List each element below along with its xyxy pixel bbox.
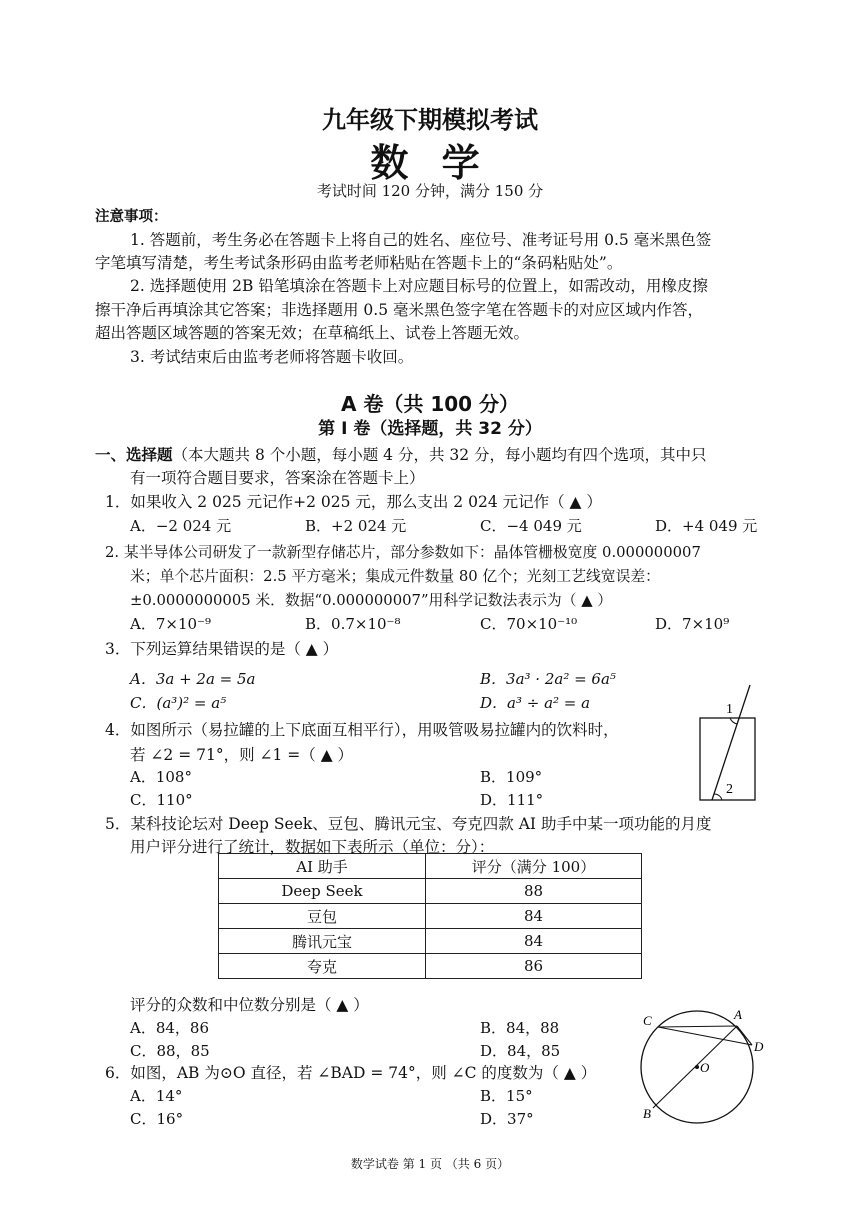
ai-score-table — [218, 853, 642, 979]
q4-line-1: 4．如图所示（易拉罐的上下底面互相平行），用吸管吸易拉罐内的饮料时， — [105, 721, 619, 739]
table-header-cell: AI 助手 — [219, 854, 426, 879]
q1-option-c: C．−4 049 元 — [480, 517, 582, 535]
table-header-row — [219, 854, 642, 879]
notice-line: 字笔填写清楚，考生考试条形码由监考老师粘贴在答题卡上的“条码粘贴处”。 — [95, 254, 623, 272]
table-cell: Deep Seek — [219, 879, 426, 904]
table-header-cell: 评分（满分 100） — [426, 854, 642, 879]
label-o: O — [700, 1060, 710, 1075]
q2-option-a: A．7×10⁻⁹ — [130, 615, 211, 633]
q2-line-3: ±0.0000000005 米．数据“0.000000007”用科学记数法表示为（ ▲ ） — [130, 592, 613, 609]
q4-option-b: B．109° — [480, 768, 543, 786]
q1-option-a: A．−2 024 元 — [130, 517, 232, 535]
angle-1-label: 1 — [726, 702, 733, 717]
q2-option-d: D．7×10⁹ — [655, 615, 730, 633]
notice-heading: 注意事项： — [95, 209, 168, 225]
chord-ca — [658, 1026, 737, 1027]
label-d: D — [754, 1039, 764, 1054]
exam-title: 九年级下期模拟考试 — [322, 106, 538, 134]
notice-line: 超出答题区域答题的答案无效；在草稿纸上、试卷上答题无效。 — [95, 324, 530, 342]
table-cell: 84 — [426, 904, 642, 929]
q4-option-a: A．108° — [130, 768, 192, 786]
q6-stem: 6．如图，AB 为⊙O 直径，若 ∠BAD = 74°，则 ∠C 的度数为（ ▲ ） — [105, 1064, 597, 1082]
label-a: A — [734, 1007, 742, 1022]
q6-option-c: C．16° — [130, 1110, 184, 1128]
section-a-title: A 卷（共 100 分） — [340, 392, 520, 416]
question-type-line — [95, 443, 707, 465]
exam-info: 考试时间 120 分钟，满分 150 分 — [316, 182, 544, 200]
q5-option-b: B．84，88 — [480, 1019, 560, 1037]
question-type-label: 一、选择题 — [95, 446, 173, 464]
q2-line-1: 2. 某半导体公司研发了一款新型存储芯片，部分参数如下：晶体管栅极宽度 0.000000007 — [105, 544, 701, 561]
q6-option-d: D．37° — [480, 1110, 534, 1128]
q1-option-d: D．+4 049 元 — [655, 517, 758, 535]
q1-option-b: B．+2 024 元 — [305, 517, 407, 535]
table-row — [219, 879, 642, 904]
angle-2-arc — [714, 794, 722, 800]
q3-option-b: B．3a³ · 2a² = 6a⁵ — [480, 670, 616, 688]
notice-line: 擦干净后再填涂其它答案；非选择题用 0.5 毫米黑色签字笔在答题卡的对应区域内作答， — [95, 301, 704, 319]
q2-option-c: C．70×10⁻¹⁰ — [480, 615, 578, 633]
table-cell: 86 — [426, 954, 642, 979]
q2-option-b: B．0.7×10⁻⁸ — [305, 615, 401, 633]
notice-line: 2. 选择题使用 2B 铅笔填涂在答题卡上对应题目标号的位置上，如需改动，用橡皮擦 — [130, 277, 708, 295]
q3-stem: 3．下列运算结果错误的是（ ▲ ） — [105, 640, 339, 658]
table-row — [219, 929, 642, 954]
center-point — [695, 1065, 699, 1069]
angle-1-arc — [730, 718, 738, 724]
table-cell: 夸克 — [219, 954, 426, 979]
q5-option-c: C．88，85 — [130, 1042, 210, 1060]
table-row — [219, 954, 642, 979]
question-type-desc: （本大题共 8 个小题，每小题 4 分，共 32 分，每小题均有四个选项，其中只 — [172, 446, 707, 464]
q6-option-a: A．14° — [130, 1087, 183, 1105]
q4-line-2: 若 ∠2 = 71°，则 ∠1 =（ ▲ ） — [130, 746, 354, 764]
q6-option-b: B．15° — [480, 1087, 533, 1105]
angle-2-label: 2 — [726, 782, 733, 797]
q4-can-figure — [690, 680, 770, 805]
part-1-title: 第 I 卷（选择题，共 32 分） — [318, 419, 542, 439]
table-cell: 腾讯元宝 — [219, 929, 426, 954]
q1-stem: 1．如果收入 2 025 元记作+2 025 元，那么支出 2 024 元记作（ ▲ ） — [105, 493, 602, 511]
q3-option-d: D．a³ ÷ a² = a — [480, 694, 591, 712]
q4-option-d: D．111° — [480, 791, 544, 809]
q5-option-a: A．84，86 — [130, 1019, 210, 1037]
question-type-desc-2: 有一项符合题目要求，答案涂在答题卡上） — [130, 469, 425, 487]
q4-option-c: C．110° — [130, 791, 193, 809]
q5-question: 评分的众数和中位数分别是（ ▲ ） — [130, 996, 369, 1014]
notice-line: 1. 答题前，考生务必在答题卡上将自己的姓名、座位号、准考证号用 0.5 毫米黑色签 — [130, 231, 712, 249]
subject-title: 数 学 — [370, 141, 490, 185]
q6-circle-figure — [630, 1005, 770, 1130]
table-row — [219, 904, 642, 929]
q3-option-a: A．3a + 2a = 5a — [130, 670, 256, 688]
page-footer: 数学试卷 第 1 页 （共 6 页） — [350, 1157, 510, 1171]
q3-option-c: C．(a³)² = a⁵ — [130, 694, 227, 712]
label-c: C — [643, 1013, 652, 1028]
q5-line-2: 用户评分进行了统计，数据如下表所示（单位：分）： — [130, 838, 495, 856]
q5-line-1: 5．某科技论坛对 Deep Seek、豆包、腾讯元宝、夸克四款 AI 助手中某一项功能的月度 — [105, 815, 712, 833]
q2-line-2: 米；单个芯片面积：2.5 平方毫米；集成元件数量 80 亿个；光刻工艺线宽误差： — [130, 568, 660, 585]
q5-option-d: D．84，85 — [480, 1042, 561, 1060]
table-cell: 84 — [426, 929, 642, 954]
notice-line: 3. 考试结束后由监考老师将答题卡收回。 — [130, 348, 414, 366]
table-cell: 88 — [426, 879, 642, 904]
label-b: B — [643, 1106, 651, 1121]
table-cell: 豆包 — [219, 904, 426, 929]
